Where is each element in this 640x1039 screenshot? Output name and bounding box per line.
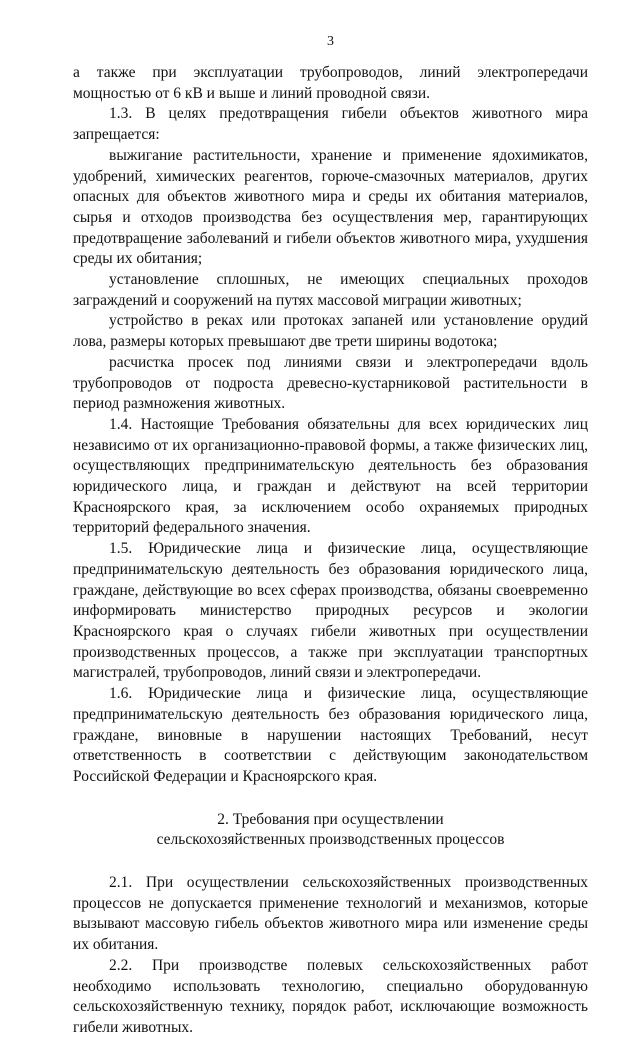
paragraph-1-3-item-rivers: устройство в реках или протоках запаней или установление орудий лова, размеры которых превышают две трети ширины водотока; [73, 312, 588, 351]
paragraph-1-3-item-burning: выжигание растительности, хранение и применение ядохимикатов, удобрений, химических реагентов, горюче-смазочных материалов, других опасных для объектов животного мира и среды их обитания материалов, сырья и отходов производства без осуществления мер, гарантирующих предотвращение заболеваний и гибели объектов животного мира, ухудшения среды их обитания; [73, 146, 588, 268]
paragraph-2-1: 2.1. При осуществлении сельскохозяйственных производственных процессов не допускается применение технологий и механизмов, которые вызывают массовую гибель объектов животного мира или изменение среды их обитания. [73, 874, 588, 954]
paragraph-1-5: 1.5. Юридические лица и физические лица, осуществляющие предпринимательскую деятельность без образования юридического лица, граждане, действующие во всех сферах производства, обязаны своевременно информировать министерство природных ресурсов и экологии Красноярского края о случаях гибели животных при осуществлении производственных процессов, а также при эксплуатации транспортных магистралей, трубопроводов, линий связи и электропередачи. [73, 540, 588, 682]
paragraph-continuation: а также при эксплуатации трубопроводов, линий электропередачи мощностью от 6 кВ и выше и линий проводной связи. [73, 64, 588, 102]
paragraph-1-3-item-fences: установление сплошных, не имеющих специальных проходов заграждений и сооружений на путях массовой миграции животных; [73, 271, 588, 309]
section-2-heading-line2: сельскохозяйственных производственных процессов [156, 831, 505, 849]
page-number: 3 [327, 34, 334, 49]
paragraph-1-6: 1.6. Юридические лица и физические лица, осуществляющие предпринимательскую деятельность без образования юридического лица, граждане, виновные в нарушении настоящих Требований, несут ответственность в соответствии с действующим законодательством Российской Федерации и Красноярского края. [73, 685, 588, 785]
paragraph-2-2: 2.2. При производстве полевых сельскохозяйственных работ необходимо использовать технологию, специально оборудованную сельскохозяйственную технику, порядок работ, исключающие возможность гибели животных. [73, 956, 588, 1036]
section-2-heading-line1: 2. Требования при осуществлении [217, 810, 444, 828]
paragraph-1-3: 1.3. В целях предотвращения гибели объектов животного мира запрещается: [73, 105, 588, 144]
section-2-heading [73, 810, 588, 851]
paragraph-1-4: 1.4. Настоящие Требования обязательны для всех юридических лиц независимо от их организационно-правовой формы, а также физических лиц, осуществляющих предпринимательскую деятельность без образования юридического лица, и граждан и действуют на всей территории Красноярского края, за исключением особо охраняемых природных территорий федерального значения. [73, 415, 588, 537]
paragraph-1-3-item-clearing: расчистка просек под линиями связи и электропередачи вдоль трубопроводов от подроста древесно-кустарниковой растительности в период размножения животных. [73, 353, 588, 413]
